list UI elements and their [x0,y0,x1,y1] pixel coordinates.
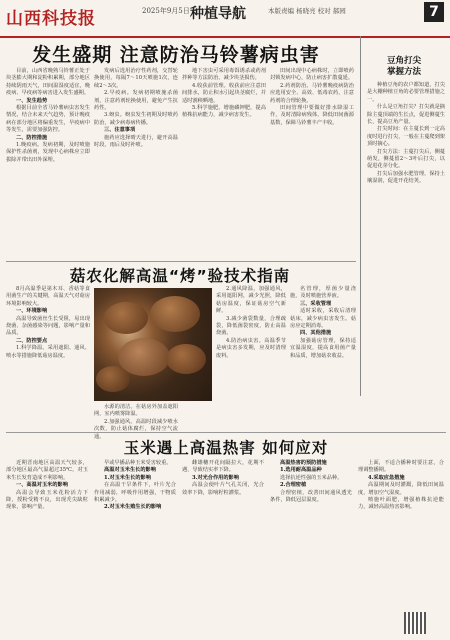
paragraph: 2.药剂防治。马铃薯晚疫病防治应选用安全、高效、低毒农药，注意药剂的合理轮换。 [270,82,354,104]
paragraph: 2.通风降温，加强通风，采用遮阳网，减少光照，降低菇房温度，保证菇房空气新鲜。 [216,286,286,315]
paragraph: 早或早播品种玉米受害较重。 [104,460,172,466]
paragraph: 上面，不适合播种时要注意，合理调整播期。 [358,460,444,474]
newspaper-logo: 山西科技报 [6,9,96,29]
paragraph: 高温会导致玉米花粉活力下降，授粉受精不良，出现秃尖缺粒现象，影响产量。 [6,489,88,511]
paragraph: 适时采收，采收后清理菇床，减少病虫害发生。菇房应定期消毒。 [290,308,356,330]
sidebar-article [360,36,447,396]
subheading: 二、防控措施 [16,134,48,141]
divider [6,432,446,433]
article3-column-2 [94,460,176,634]
article1-column-1 [6,68,90,260]
mushroom-cap-icon [150,296,200,332]
paragraph: 合理密植，改善田间通风透光条件，降低冠层温度。 [270,489,352,504]
article2-headline: 菇农化解高温“烤”验技术指南 [69,267,291,285]
editor-line: 本版责编 杨晓亮 校对 郝园 [268,7,346,15]
qr-code-icon [404,612,426,634]
paragraph: 种植豆角的农户都知道，打尖是大棚种植豆角的必要管理措施之一。 [367,82,445,103]
paragraph: 名管理，厚菌少量浇施，及时喷施营养液。 [290,286,356,300]
paragraph: 2.加强通风。高温时段减少喷水次数，防止菇体腐烂，保持空气流通。 [94,418,178,440]
paragraph: 4.防治病虫害。高温季节是病虫害多发期，应及时清理废料。 [216,337,286,359]
article2-column-3 [216,286,286,428]
paragraph: 田间管理中要做好排水降湿工作，及时清除病残体，降低田间菌源基数，保障马铃薯丰产丰收。 [270,105,354,126]
subheading: 2.合理密植 [280,482,307,489]
paragraph: 1.晚疫病。发病初期，及时喷施保护性杀菌剂，发现中心病株应立即拔除并带出田外深埋。 [6,142,90,163]
sidebar-body [367,82,445,392]
divider [6,261,356,262]
subheading: 1.选用耐高温品种 [280,467,322,474]
subheading: 1.对玉米生长的影响 [104,474,151,481]
article2-column-1 [6,286,90,428]
subheading: 一、发生趋势 [16,97,48,104]
paragraph: 3.蚜虫。蚜虫发生初期及时喷药防治，减少病毒病传播。 [94,112,178,126]
subheading: 4.采取应急措施 [368,474,405,481]
article1-headline: 发生盛期 注意防治马铃薯病虫害 [32,44,320,66]
paragraph: 地下害虫可采用毒饵诱杀或药剂拌种等方法防治，减少块茎损伤。 [182,68,266,82]
subheading: 一、环境影响 [16,308,48,315]
article3-column-4 [270,460,352,634]
subheading: 三、采收管理 [300,300,332,307]
subheading: 三、注意事项 [104,127,136,134]
paragraph: 根据目前全省马铃薯病虫害发生情况，结合未来天气趋势，预计晚疫病在部分地区将偏重发生，早疫病中等发生，需要加强防控。 [6,105,90,134]
mushroom-cap-icon [166,344,206,374]
subheading: 二、防控要点 [16,337,48,344]
paragraph: 高温会使叶片气孔关闭，光合效率下降，影响籽粒灌浆。 [182,482,264,496]
paragraph: 加强菇房管理，保持适宜温湿度，提高食用菌产量和品质，增加菇农收益。 [290,337,356,359]
subheading: 3.对光合作用的影响 [192,474,239,481]
issue-date: 2025年9月5日 [142,7,190,15]
article2-column-4 [290,286,356,428]
article3-column-5 [358,460,444,610]
subheading: 高温热害的预防措施 [280,460,327,466]
paragraph: 雌雄穗开花间隔拉大，花期不遇，导致结实率下降。 [182,460,264,474]
paragraph: 打尖时间：在主蔓长到一定高度时进行打尖，一般在主蔓爬到架顶时摘心。 [367,126,445,148]
subheading: 高温对玉米生长的影响 [104,467,156,474]
paragraph: 选择抗逆性强的玉米品种。 [280,474,343,481]
article1-column-2 [94,68,178,260]
mushroom-cap-icon [104,302,148,334]
paragraph: 目前，山西省晚熟马铃薯正处于块茎膨大期和淀粉积累期，部分地区持续阴雨天气，田间温湿度适宜，晚疫病、早疫病等病害进入发生盛期。 [6,68,90,97]
paragraph: 1.科学降温。采用遮阳、通风、喷水等措施降低菇房温度。 [6,345,90,359]
article1-column-4 [270,68,354,260]
paragraph: 3.减少菌袋数量，合理疏袋，降低菌袋密度，防止高温烧菌。 [216,315,286,337]
article1-column-3 [182,68,266,260]
article3-headline: 玉米遇上高温热害 如何应对 [123,439,329,457]
mushroom-photo [94,288,212,401]
masthead [0,0,450,38]
paragraph: 水源的清洁。在菇房外加盖遮阳网，室内喷雾降温。 [94,404,178,418]
paragraph: 2.早疫病。发病初期喷施杀菌剂，注意药剂轮换使用，避免产生抗药性。 [94,90,178,112]
paragraph: 高温期间及时灌溉，降低田间温度，增加空气湿度。 [358,482,444,496]
subheading: 一、高温对玉米的影响 [16,482,68,489]
page-number: 7 [424,2,444,22]
paragraph: 田间出现中心病株时，立即喷药封锁发病中心，防止病害扩散蔓延。 [270,68,354,82]
paragraph: 近期晋南地区高温天气较多，部分地区最高气温超过35℃，对玉米生长发育造成不利影响。 [6,460,88,481]
subheading: 四、其他措施 [300,330,332,337]
paragraph: 喷施叶面肥，增强植株抗逆能力，减轻高温热害影响。 [358,497,444,511]
article3-column-3 [182,460,264,634]
paragraph: 高温导致菌丝生长受阻，易出现烧菌、杂菌感染等问题，影响产量和品质。 [6,315,90,337]
sidebar-headline: 豆角打尖 掌握方法 [386,56,421,77]
paragraph: 5.科学施肥。增施磷钾肥，提高植株抗病能力，减少病害发生。 [182,105,266,119]
article2-column-2 [94,404,178,440]
subheading: 2.对玉米生殖生长的影响 [104,504,162,511]
paragraph: 8月高温季是第木耳、香菇等食用菌生产的关键期，高温天气对菇房环境影响较大。 [6,286,90,307]
paragraph: 4.收获前管理。收获前应注意田间排水，防止积水引起块茎腐烂，并适时割秧晒地。 [182,82,266,104]
section-title: 种植导航 [190,6,246,22]
paragraph: 施药应选择晴天进行，避开高温时段，雨后及时补喷。 [94,134,178,149]
paragraph: 打尖后加强水肥管理，保持土壤湿润，促进开花结荚。 [367,170,445,185]
paragraph: 打尖方法：主蔓打尖后，侧蔓萌发，侧蔓留2～3叶后打尖，以促进花芽分化。 [367,148,445,170]
paragraph: 发病后选用治疗性药剂，交替轮换使用，每隔7～10天喷施1次，连续2～3次。 [94,68,178,89]
mushroom-cap-icon [96,366,130,392]
article3-column-1 [6,460,88,634]
paragraph: 在高温干旱条件下，叶片光合作用减弱，呼吸作用增强，干物质积累减少。 [94,482,176,504]
paragraph: 什么是豆角打尖？打尖就是摘除主蔓顶端的生长点，促进侧蔓生长，提高豆角产量。 [367,104,445,126]
